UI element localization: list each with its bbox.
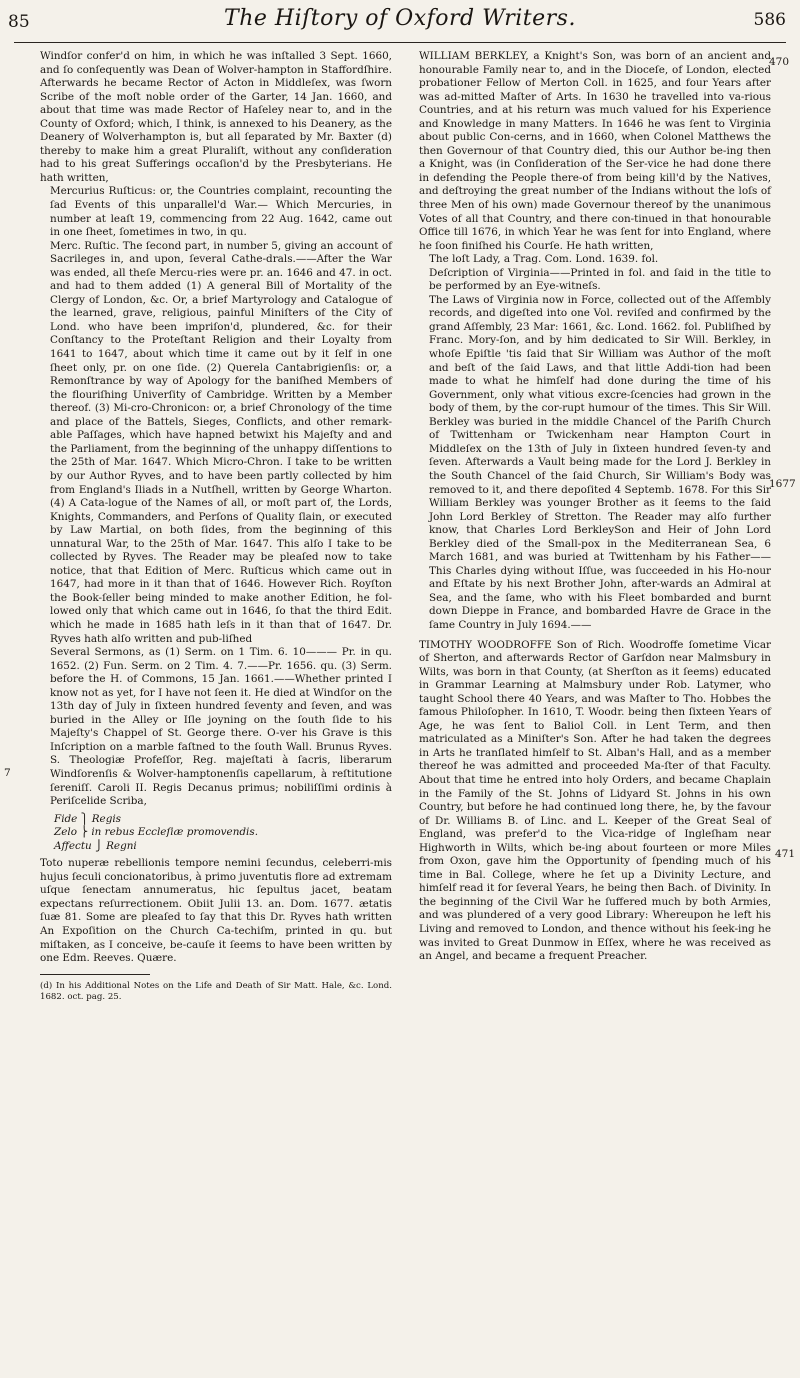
left-paragraph-5: Toto nuperæ rebellionis tempore nemini ſecundus, celeberri-mis hujus ſeculi concionatoribus, à primo juventutis flore ad extremam uſque ſenectam annumeratus, hic ſepultus jacet, beatam expectans reſurrectionem. Obiit Julii 13. an. Dom. 1677. ætatis ſuæ 81. Some are pleaſed to ſay that this Dr. Ryves hath written An Expoſition on the Church Ca-techiſm, printed in qu. but miſtaken, as I conceive, be-cauſe it ſeems to have been written by one Edm. Reeves. Quære. bbox=[40, 857, 392, 965]
left-paragraph-3: Merc. Ruſtic. The ſecond part, in number 5, giving an account of Sacrileges in, and upon, ſeveral Cathe-drals.——After the War was ended, all theſe Mercu-ries were pr. an. 1646 and 47. in oct. and had to them added (1) A general Bill of Mortality of the Clergy of London, &c. Or, a brief Martyrology and Catalogue of the learned, grave, religious, painful Miniſters of the City of Lond. who have been impriſon'd, plundered, &c. for their Conſtancy to the Proteſtant Religion and their Loyalty from 1641 to 1647, about which time it came out by it ſelf in one ſheet only, pr. on one ſide. (2) Querela Cantabrigienſis: or, a Remonſtrance by way of Apology for the baniſhed Members of the flouriſhing Univerſity of Cambridge. Written by a Member thereof. (3) Mi-cro-Chronicon: or, a brief Chronology of the time and place of the Battels, Sieges, Conflicts, and other remark-able Paſſages, which have hapned betwixt his Majeſty and and the Parliament, from the beginning of the unhappy diſſentions to the 25th of Mar. 1647. Which Micro-Chron. I take to be written by our Author Ryves, and to have been partly collected by him from England's Iliads in a Nutſhell, written by George Wharton. (4) A Cata-logue of the Names of all, or moſt part of, the Lords, Knights, Commanders, and Perſons of Quality ſlain, or executed by Law Martial, on both ſides, from the beginning of this unnatural War, to the 25th of Mar. 1647. This alſo I take to be collected by Ryves. The Reader may be pleaſed now to take notice, that that Edition of Merc. Ruſticus which came out in 1647, had more in it than that of 1646. However Rich. Royſton the Book-ſeller being minded to make another Edition, he fol-lowed only that which came out in 1646, ſo that the third Edit. which he made in 1685 hath leſs in it than that of 1647. Dr. Ryves hath alſo written and pub-liſhed bbox=[50, 239, 392, 645]
page-header bbox=[0, 0, 800, 40]
right-paragraph-4: The Laws of Virginia now in Force, collected out of the Aſſembly records, and digeſted into one Vol. reviſed and confirmed by the grand Aſſembly, 23 Mar: 1661, &c. Lond. 1662. fol. Publiſhed by Franc. Mory-ſon, and by him dedicated to Sir Will. Berkley, in whoſe Epiſtle 'tis ſaid that Sir William was Author of the moſt and beſt of the ſaid Laws, and that little Addi-tion had been made to what he himſelf had done during the time of his Government, only what vitious excre-ſcencies had grown in the body of them, by the cor-rupt humour of the times. This Sir Will. Berkley was buried in the middle Chancel of the Pariſh Church of Twittenham or Twickenham near Hampton Court in Middleſex on the 13th of July in ſixteen hundred ſeven-ty and ſeven. Afterwards a Vault being made for the Lord J. Berkley in the South Chancel of the ſaid Church, Sir William's Body was removed to it, and there depoſited 4 Septemb. 1678. For this Sir William Berkley was younger Brother as it ſeems to the ſaid John Lord Berkley of Stretton. The Reader may alſo further know, that Charles Lord BerkleySon and Heir of John Lord Berkley died of the Small-pox in the Mediterranean Sea, 6 March 1681, and was buried at Twittenham by his Father——This Charles dying without Iſſue, was ſucceeded in his Ho-nour and Eſtate by his next Brother John, after-wards an Admiral at Sea, and the ſame, who with his Fleet bombarded and burnt down Dieppe in France, and bombarded Havre de Grace in the ſame Country in July 1694.—— bbox=[429, 293, 771, 631]
left-paragraph-4: Several Sermons, as (1) Serm. on 1 Tim. 6. 10——— Pr. in qu. 1652. (2) Fun. Serm. on 2 Tim. 4. 7.——Pr. 1656. qu. (3) Serm. before the H. of Commons, 15 Jan. 1661.——Whether printed I know not as yet, for I have not ſeen it. He died at Windſor on the 13th day of July in ſixteen hundred ſeventy and ſeven, and was buried in the Alley or Iſle joyning on the ſouth ſide to his Majeſty's Chappel of St. George there. O-ver his Grave is this Inſcription on a marble faſtned to the ſouth Wall. Brunus Ryves. S. Theologiæ Profeſſor, Reg. majeſtati à ſacris, liberarum Windſorenſis & Wolver-hamptonenſis capellarum, à reſtitutione ſereniſſ. Caroli II. Regis Decanus primus; nobiliſſimi ordinis à Periſcelide Scriba, bbox=[50, 646, 392, 808]
bracket-line-1: Fide ⎫ Regis bbox=[54, 812, 122, 825]
bracket-line-2: Zelo ⎬ in rebus Eccleſiæ promovendis. bbox=[54, 826, 258, 839]
header-rule bbox=[14, 42, 786, 43]
right-paragraph-3: Deſcription of Virginia——Printed in fol. and ſaid in the title to be performed by an Eye-witneſs. bbox=[429, 266, 771, 293]
margin-note-left: 7 bbox=[4, 767, 11, 779]
left-paragraph-2: Mercurius Ruſticus: or, the Countries complaint, recounting the ſad Events of this unparallel'd War.— Which Mercuries, in number at leaſt 19, commencing from 22 Aug. 1642, came out in one ſheet, ſometimes in two, in qu. bbox=[50, 185, 392, 239]
margin-note-right-1: 470 bbox=[769, 56, 790, 68]
margin-note-right-2: 1677 bbox=[769, 478, 796, 490]
right-paragraph-5: TIMOTHY WOODROFFE Son of Rich. Woodroffe ſometime Vicar of Sherton, and afterwards Rector of Garſdon near Malmsbury in Wilts, was born in that County, (at Sherſton as it ſeems) educated in Grammar Learning at Malmsbury under Rob. Latymer, who taught School there 40 Years, and was Maſter to Tho. Hobbes the famous Philoſopher. In 1610, T. Woodr. being then ſixteen Years of Age, he was ſent to Baliol Coll. in Lent Term, and then matriculated as a Miniſter's Son. After he had taken the degrees in Arts he tranſlated himſelf to St. Alban's Hall, and as a member thereof he was admitted and proceeded Ma-ſter of that Faculty. About that time he entred into holy Orders, and became Chaplain in the Family of the St. Johns of Lidyard St. Johns in his own Country, but before he had continued long there, he, by the favour of Dr. Williams B. of Linc. and L. Keeper of the Great Seal of England, was prefer'd to the Vica-ridge of Ingleſham near Highworth in Wilts, which be-ing about fourteen or more Miles from Oxon, gave him the Opportunity of ſpending much of his time in Bal. College, where he ſet up a Divinity Lecture, and himſelf read it for ſeveral Years, he being then Bach. of Divinity. In the beginning of the Civil War he ſuffered much by both Armies, and was plundered of a very good Library: Whereupon he left his Living and removed to London, and thence without his ſeek-ing he was invited to Great Dunmow in Eſſex, where he was received as an Angel, and became a frequent Preacher. bbox=[419, 638, 771, 963]
right-paragraph-2: The loſt Lady, a Trag. Com. Lond. 1639. fol. bbox=[429, 253, 659, 266]
inscription-bracket bbox=[40, 813, 392, 854]
page-number-right: 586 bbox=[753, 10, 786, 30]
footnote-rule bbox=[40, 974, 150, 975]
right-column bbox=[419, 50, 771, 964]
page-number-left: 85 bbox=[8, 12, 30, 32]
left-paragraph-1: Windſor confer'd on him, in which he was inſtalled 3 Sept. 1660, and ſo conſequently was Dean of Wolver-hampton in Staffordſhire. Afterwards he became Rector of Acton in Middleſex, was ſworn Scribe of the moſt noble order of the Garter, 14 Jan. 1660, and about that time was made Rector of Haſeley near to, and in the County of Oxford; which, I think, is annexed to his Deanery, as the Deanery of Wolverhampton is, but all ſeparated by Mr. Baxter (d) thereby to make him a great Pluraliſt, without any conſideration had to his great Sufferings occaſion'd by the Presbyterians. He hath written, bbox=[40, 50, 392, 184]
left-column bbox=[40, 50, 392, 1003]
running-title: The Hiſtory of Oxford Writers. bbox=[224, 6, 576, 31]
footnote: (d) In his Additional Notes on the Life and Death of Sir Matt. Hale, &c. Lond. 1682. oct. pag. 25. bbox=[40, 980, 392, 1002]
margin-note-right-3: 471 bbox=[775, 848, 796, 860]
right-paragraph-1: WILLIAM BERKLEY, a Knight's Son, was born of an ancient and honourable Family near to, and in the Dioceſe, of London, elected probationer Fellow of Merton Coll. in 1625, and four Years after was ad-mitted Maſter of Arts. In 1630 he travelled into va-rious Countries, and at his return was much valued for his Experience and Knowledge in many Matters. In 1646 he was ſent to Virginia about public Con-cerns, and in 1660, when Colonel Matthews the then Governour of that Country died, this our Author be-ing then a Knight, was (in Conſideration of the Ser-vice he had done there in defending the People there-of from being kill'd by the Natives, and deſtroying the great number of the Indians without the loſs of three Men of his own) made Governour thereof by the unanimous Votes of all that Country, and there con-tinued in that honourable Office till 1676, in which Year he was ſent for into England, where he ſoon finiſhed his Courſe. He hath written, bbox=[419, 50, 771, 252]
bracket-line-3: Affectu ⎭ Regni bbox=[54, 839, 137, 852]
